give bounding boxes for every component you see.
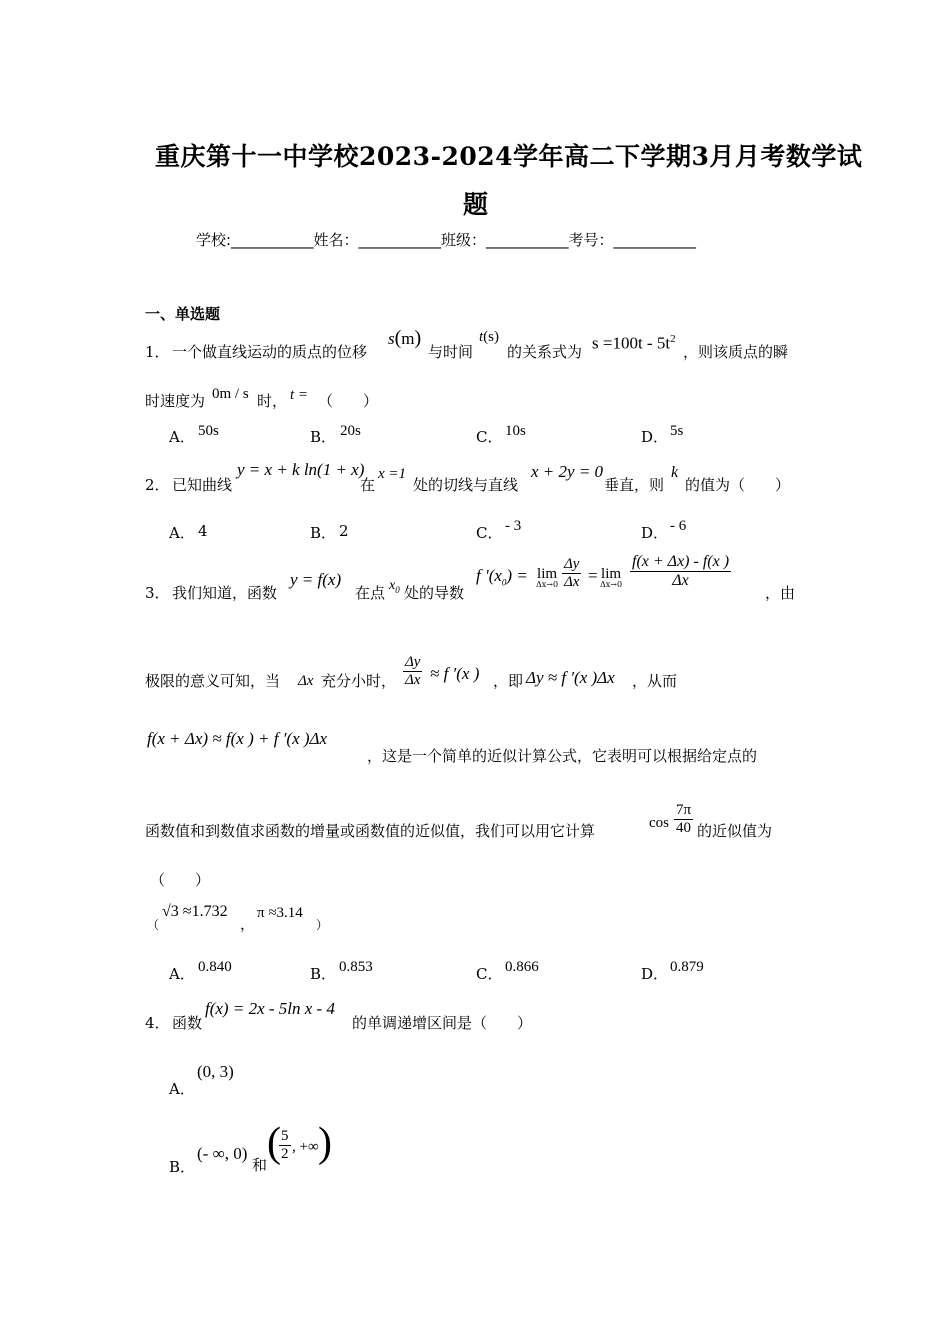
q2-math-k: k	[671, 464, 679, 481]
q1-option-a-value: 50s	[198, 423, 219, 439]
q3-approx-rhs: ≈ f ′(x )	[430, 664, 480, 683]
q3-x0-sub: 0	[395, 584, 400, 595]
q4-option-b-frac-den: 2	[281, 1145, 289, 1162]
page-title-line1: 重庆第十一中学校2023-2024学年高二下学期3月月考数学试	[155, 142, 863, 171]
q3-math-func: y = f(x)	[290, 570, 342, 589]
q3-formula: f(x + Δx) ≈ f(x ) + f ′(x )Δx	[147, 729, 328, 748]
q4-option-b-frac	[279, 1128, 291, 1162]
q3-hint-sqrt: √3 ≈1.732	[162, 903, 228, 920]
q3-hint-pi: π ≈3.14	[257, 905, 303, 921]
q1-option-d-label: D．	[641, 428, 669, 446]
q3-option-a-label: A．	[169, 965, 195, 983]
q2-option-b-value: 2	[339, 522, 349, 540]
q2-text-5: 的值为（ ）	[685, 476, 791, 494]
q2-option-d-label: D．	[641, 524, 669, 542]
q3-text-4: ，由	[765, 584, 796, 602]
q3-lim-2	[600, 566, 622, 589]
q3-deriv-lhs-text: f ′(x	[476, 566, 502, 585]
q2-option-a-label: A．	[169, 524, 195, 542]
q3-frac-dx: Δx	[564, 573, 580, 590]
q2-text-2: 在	[360, 476, 376, 494]
q3-text-10: 函数值和到数值求函数的增量或函数值的近似值，我们可以用它计算	[145, 822, 596, 840]
q2-option-d-value: - 6	[670, 518, 687, 534]
q3-text-5: 极限的意义可知，当	[145, 672, 281, 690]
q1-text-7: （ ）	[318, 392, 379, 410]
q3-text-12: （ ）	[150, 871, 211, 889]
q1-math-s: s(m)	[388, 327, 422, 349]
q4-option-b-tail: , +∞	[292, 1139, 319, 1155]
q2-math-line: x + 2y = 0	[531, 462, 604, 481]
q1-option-c-value: 10s	[505, 423, 526, 439]
q3-cos-num: 7π	[676, 802, 692, 818]
q1-var-t: t	[479, 329, 484, 345]
q3-frac-cos-arg	[674, 802, 693, 836]
student-info-line: 学校:___________姓名：___________班级：___________考号：___________	[196, 231, 697, 249]
q3-option-b-value: 0.853	[339, 959, 373, 975]
q1-unit-s: s	[488, 329, 495, 345]
q1-option-d-value: 5s	[670, 423, 684, 439]
q3-hint-comma: ，	[240, 915, 256, 933]
q2-math-x1: x =1	[378, 466, 407, 482]
q3-x0-var: x	[389, 578, 396, 593]
q1-unit-m: m	[401, 329, 415, 348]
q1-eq-text: s =100t - 5t	[592, 333, 671, 353]
q3-frac-diff-den: Δx	[672, 571, 689, 589]
q1-math-equation	[592, 333, 676, 354]
q3-option-a-value: 0.840	[198, 959, 232, 975]
q3-option-c-label: C．	[476, 965, 503, 983]
q3-text-1: 我们知道，函数	[172, 584, 278, 602]
q3-dy-approx: Δy ≈ f ′(x )Δx	[526, 668, 615, 687]
q3-text-8: ，从而	[632, 672, 678, 690]
q3-frac2-dx: Δx	[405, 671, 421, 688]
q1-option-c-label: C．	[476, 428, 503, 446]
q3-deriv-lhs-sub: 0	[501, 577, 507, 588]
q2-option-b-label: B．	[310, 524, 337, 542]
q3-cos-den: 40	[676, 819, 692, 836]
q4-option-b-value: (- ∞, 0)	[197, 1144, 248, 1163]
q4-option-b-label: B．	[169, 1158, 196, 1176]
q1-math-t: t(s)	[479, 329, 500, 345]
q3-hint-close: ）	[316, 918, 329, 932]
q3-option-b-label: B．	[310, 965, 337, 983]
q3-frac-diff	[630, 553, 731, 589]
q4-option-a-value: (0, 3)	[197, 1062, 234, 1081]
q3-frac-diff-num: f(x + Δx) - f(x )	[632, 553, 730, 570]
q1-math-t-eq: t =	[290, 387, 309, 403]
q3-hint-open: （	[147, 918, 160, 932]
q3-option-d-value: 0.879	[670, 959, 704, 975]
q3-lim-1-text: lim	[537, 566, 558, 582]
q1-text-1: 一个做直线运动的质点的位移	[172, 343, 368, 361]
q1-text-4: ，则该质点的瞬	[683, 343, 789, 361]
q1-math-velocity: 0m / s	[212, 386, 249, 402]
q3-frac-dy-dx	[562, 556, 581, 590]
q3-math-dx: Δx	[298, 673, 314, 689]
q4-text-1: 函数	[172, 1014, 203, 1032]
q1-text-6: 时，	[257, 392, 288, 410]
q3-text-3: 处的导数	[404, 584, 465, 602]
q4-option-b-right-paren: )	[318, 1120, 332, 1166]
q3-frac-dy: Δy	[564, 556, 580, 572]
q4-option-b-frac-num: 5	[281, 1128, 289, 1144]
q2-number: 2．	[145, 476, 170, 494]
q1-text-5: 时速度为	[145, 392, 206, 410]
q3-lim-2-sub: Δx→0	[600, 580, 623, 589]
q3-text-7: ，即	[493, 672, 524, 690]
q1-text-2: 与时间	[428, 343, 474, 361]
q3-math-cos: cos	[649, 815, 669, 831]
q3-text-11: 的近似值为	[697, 822, 773, 840]
q3-option-d-label: D．	[641, 965, 669, 983]
q3-lim-1	[536, 566, 558, 589]
q1-option-b-label: B．	[310, 428, 337, 446]
q1-number: 1．	[145, 343, 170, 361]
q1-option-a-label: A．	[169, 428, 195, 446]
q3-text-2: 在点	[355, 584, 386, 602]
q3-text-9: ，这是一个简单的近似计算公式，它表明可以根据给定点的	[367, 747, 758, 765]
q3-equals: =	[588, 566, 598, 585]
q1-var-s: s	[388, 329, 395, 348]
q3-number: 3．	[145, 584, 170, 602]
q2-text-3: 处的切线与直线	[413, 476, 519, 494]
q2-text-1: 已知曲线	[172, 476, 233, 494]
q2-option-c-label: C．	[476, 524, 503, 542]
q1-option-b-value: 20s	[340, 423, 361, 439]
q2-text-4: 垂直，则	[604, 476, 665, 494]
q3-lim-1-sub: Δx→0	[536, 580, 559, 589]
q4-option-b-left-paren: (	[267, 1120, 281, 1166]
section-heading-single-choice: 一、单选题	[145, 305, 221, 323]
q4-option-a-label: A．	[169, 1080, 195, 1098]
q4-number: 4．	[145, 1014, 170, 1032]
q2-option-a-value: 4	[198, 522, 208, 540]
q3-deriv-lhs: f $'(x_0)$ =	[476, 566, 528, 588]
q3-text-6: 充分小时，	[321, 672, 397, 690]
q3-option-c-value: 0.866	[505, 959, 539, 975]
q1-text-3: 的关系式为	[507, 343, 583, 361]
q3-lim-2-text: lim	[601, 566, 622, 582]
q1-eq-exponent: 2	[670, 333, 676, 345]
q2-math-curve: y = x + k ln(1 + x)	[237, 460, 365, 479]
q3-frac-dy-dx-2	[403, 654, 422, 688]
q4-math-func: f(x) = 2x - 5ln x - 4	[205, 999, 335, 1018]
q3-math-x0	[389, 578, 400, 595]
q3-frac2-dy: Δy	[405, 654, 421, 670]
q4-option-b-joiner: 和	[252, 1156, 268, 1174]
q2-option-c-value: - 3	[505, 518, 522, 534]
page-title-line2: 题	[463, 190, 489, 219]
q4-text-2: 的单调递增区间是（ ）	[352, 1014, 533, 1032]
